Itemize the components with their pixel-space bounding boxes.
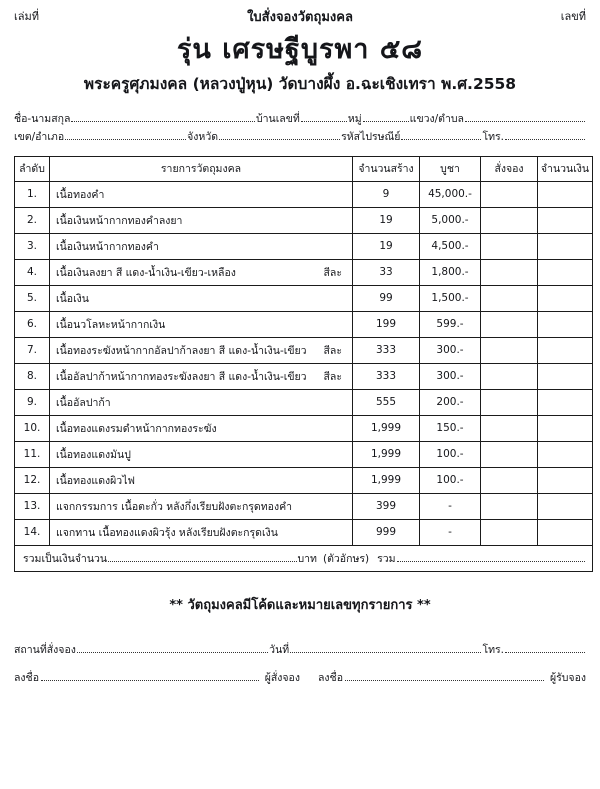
date-label: วันที่ (269, 643, 290, 656)
signature-buyer (14, 669, 300, 686)
row-order-input[interactable] (481, 493, 538, 519)
column-header-price: บูชา (420, 156, 481, 181)
column-header-no: ลำดับ (15, 156, 50, 181)
row-description (50, 337, 353, 363)
row-price: 45,000.- (420, 181, 481, 207)
province-input[interactable] (219, 130, 340, 140)
row-quantity: 999 (353, 519, 420, 545)
subdistrict-input[interactable] (465, 112, 585, 122)
page-subtitle: พระครูศุภมงคล (หลวงปู่หุน) วัดบางผึ้ง อ.ฉะเชิงเทรา พ.ศ.2558 (83, 75, 517, 94)
table-row (15, 311, 593, 337)
table-row (15, 337, 593, 363)
row-description-suffix (336, 238, 342, 255)
row-index: 9. (15, 389, 50, 415)
table-row (15, 285, 593, 311)
row-amount-input[interactable] (538, 363, 593, 389)
row-description-text: เนื้ออัลปาก้าหน้ากากทองระฆังลงยา สี แดง-น้ำเงิน-เขียว (56, 370, 307, 383)
row-quantity: 333 (353, 363, 420, 389)
row-description-text: แจกทาน เนื้อทองแดงผิวรุ้ง หลังเรียบฝังตะกรุดเงิน (56, 526, 278, 539)
row-price: 300.- (420, 337, 481, 363)
signature-receiver (300, 669, 586, 686)
row-description-text: เนื้อเงิน (56, 292, 89, 305)
row-description (50, 467, 353, 493)
sign-input-right[interactable] (345, 671, 544, 681)
row-amount-input[interactable] (538, 467, 593, 493)
row-quantity: 333 (353, 337, 420, 363)
row-description-suffix (336, 394, 342, 411)
footer-line-1 (14, 641, 586, 659)
row-order-input[interactable] (481, 337, 538, 363)
row-description (50, 181, 353, 207)
row-index: 7. (15, 337, 50, 363)
row-amount-input[interactable] (538, 493, 593, 519)
row-amount-input[interactable] (538, 389, 593, 415)
row-index: 10. (15, 415, 50, 441)
table-row (15, 207, 593, 233)
row-price: - (420, 519, 481, 545)
footer-phone-input[interactable] (505, 643, 585, 653)
row-description (50, 519, 353, 545)
row-index: 13. (15, 493, 50, 519)
row-description-suffix (336, 316, 342, 333)
row-amount-input[interactable] (538, 415, 593, 441)
summary-in-words-label: (ตัวอักษร) (322, 552, 370, 565)
header-top-row (14, 10, 586, 26)
order-items-table (14, 156, 593, 572)
table-row (15, 259, 593, 285)
sign-label-right: ลงชื่อ (318, 671, 343, 684)
row-description (50, 285, 353, 311)
row-price: 1,500.- (420, 285, 481, 311)
order-place-input[interactable] (77, 643, 268, 653)
row-index: 2. (15, 207, 50, 233)
row-amount-input[interactable] (538, 259, 593, 285)
table-row (15, 519, 593, 545)
summary-total-input[interactable] (397, 552, 585, 562)
table-row (15, 389, 593, 415)
row-quantity: 555 (353, 389, 420, 415)
volume-label: เล่มที่ (14, 10, 40, 23)
row-price: 4,500.- (420, 233, 481, 259)
row-quantity: 9 (353, 181, 420, 207)
row-price: 300.- (420, 363, 481, 389)
row-description-suffix: สีละ (323, 344, 342, 357)
row-description (50, 259, 353, 285)
row-amount-input[interactable] (538, 207, 593, 233)
row-quantity: 33 (353, 259, 420, 285)
district-input[interactable] (65, 130, 186, 140)
row-description-suffix (336, 472, 342, 489)
row-price: 100.- (420, 441, 481, 467)
row-index: 5. (15, 285, 50, 311)
phone-input[interactable] (505, 130, 585, 140)
row-description (50, 493, 353, 519)
row-order-input[interactable] (481, 519, 538, 545)
row-quantity: 19 (353, 233, 420, 259)
phone-label: โทร. (482, 130, 504, 143)
row-price: - (420, 493, 481, 519)
row-order-input[interactable] (481, 259, 538, 285)
row-order-input[interactable] (481, 207, 538, 233)
page-title: รุ่น เศรษฐีบูรพา ๕๘ (176, 34, 424, 65)
row-amount-input[interactable] (538, 441, 593, 467)
row-quantity: 99 (353, 285, 420, 311)
row-description (50, 311, 353, 337)
date-input[interactable] (290, 643, 481, 653)
row-quantity: 399 (353, 493, 420, 519)
row-quantity: 19 (353, 207, 420, 233)
row-description (50, 207, 353, 233)
table-row (15, 415, 593, 441)
row-quantity: 1,999 (353, 415, 420, 441)
table-body (15, 181, 593, 571)
province-label: จังหวัด (187, 130, 219, 143)
row-quantity: 1,999 (353, 467, 420, 493)
table-header-row (15, 156, 593, 181)
row-price: 150.- (420, 415, 481, 441)
row-description-suffix (336, 420, 342, 437)
column-header-amount: จำนวนเงิน (538, 156, 593, 181)
row-description (50, 441, 353, 467)
row-order-input[interactable] (481, 285, 538, 311)
moo-label: หมู่ (347, 112, 362, 125)
row-description-text: เนื้อทองระฆังหน้ากากอัลปาก้าลงยา สี แดง-น้ำเงิน-เขียว (56, 344, 307, 357)
row-amount-input[interactable] (538, 181, 593, 207)
summary-amount-input[interactable] (108, 552, 296, 562)
table-row (15, 467, 593, 493)
row-price: 200.- (420, 389, 481, 415)
row-description (50, 389, 353, 415)
customer-line-1 (14, 110, 586, 128)
footer-note: ** วัตถุมงคลมีโค้ดและหมายเลขทุกรายการ ** (169, 597, 431, 613)
row-description (50, 233, 353, 259)
subdistrict-label: แขวง/ตำบล (409, 112, 464, 125)
row-index: 8. (15, 363, 50, 389)
postcode-input[interactable] (401, 130, 481, 140)
row-description-text: เนื้อทองแดงมันปู (56, 448, 131, 461)
row-price: 5,000.- (420, 207, 481, 233)
row-order-input[interactable] (481, 311, 538, 337)
row-description-text: เนื้ออัลปาก้า (56, 396, 111, 409)
row-index: 4. (15, 259, 50, 285)
summary-cell (15, 545, 593, 571)
row-index: 14. (15, 519, 50, 545)
row-index: 6. (15, 311, 50, 337)
moo-input[interactable] (363, 112, 409, 122)
fullname-label: ชื่อ-นามสกุล (14, 112, 71, 125)
column-header-description: รายการวัตถุมงคล (50, 156, 353, 181)
row-description-suffix (336, 186, 342, 203)
summary-unit-label: บาท (297, 552, 317, 565)
sign-label-left: ลงชื่อ (14, 671, 39, 684)
row-description-suffix (336, 446, 342, 463)
row-description-suffix (336, 498, 342, 515)
table-row (15, 233, 593, 259)
row-order-input[interactable] (481, 415, 538, 441)
row-quantity: 1,999 (353, 441, 420, 467)
row-price: 1,800.- (420, 259, 481, 285)
table-row (15, 181, 593, 207)
column-header-order: สั่งจอง (481, 156, 538, 181)
row-description-text: เนื้อนวโลหะหน้ากากเงิน (56, 318, 166, 331)
customer-info-fields (14, 110, 586, 146)
row-order-input[interactable] (481, 363, 538, 389)
row-description-text: เนื้อทองแดงผิวไฟ (56, 474, 135, 487)
row-quantity: 199 (353, 311, 420, 337)
row-description-text: เนื้อเงินหน้ากากทองคำ (56, 240, 159, 253)
row-index: 3. (15, 233, 50, 259)
footer-phone-label: โทร. (482, 643, 504, 656)
row-index: 1. (15, 181, 50, 207)
row-description-suffix: สีละ (323, 370, 342, 383)
order-place-label: สถานที่สั่งจอง (14, 643, 76, 656)
row-description-text: เนื้อทองคำ (56, 188, 105, 201)
fullname-input[interactable] (71, 112, 255, 122)
row-description-text: เนื้อเงินลงยา สี แดง-น้ำเงิน-เขียว-เหลือง (56, 266, 236, 279)
summary-total-label: รวม (377, 552, 396, 565)
sign-role-right: ผู้รับจอง (549, 671, 586, 684)
row-price: 599.- (420, 311, 481, 337)
summary-label: รวมเป็นเงินจำนวน (23, 552, 108, 565)
signature-row (14, 669, 586, 686)
row-order-input[interactable] (481, 233, 538, 259)
row-amount-input[interactable] (538, 519, 593, 545)
table-summary-row (15, 545, 593, 571)
row-order-input[interactable] (481, 389, 538, 415)
row-description-suffix (336, 524, 342, 541)
row-order-input[interactable] (481, 181, 538, 207)
row-description-text: เนื้อเงินหน้ากากทองคำลงยา (56, 214, 183, 227)
row-amount-input[interactable] (538, 285, 593, 311)
house-no-input[interactable] (301, 112, 347, 122)
row-description (50, 363, 353, 389)
row-order-input[interactable] (481, 441, 538, 467)
row-index: 11. (15, 441, 50, 467)
row-description-suffix (336, 290, 342, 307)
footer-fields (14, 641, 586, 686)
row-amount-input[interactable] (538, 311, 593, 337)
table-row (15, 441, 593, 467)
document-type-title: ใบสั่งจองวัตถุมงคล (247, 10, 353, 25)
house-no-label: บ้านเลขที่ (255, 112, 300, 125)
sign-role-left: ผู้สั่งจอง (264, 671, 300, 684)
postcode-label: รหัสไปรษณีย์ (341, 130, 401, 143)
row-description-text: แจกกรรมการ เนื้อตะกั่ว หลังกึ่งเรียบฝังตะกรุดทองคำ (56, 500, 293, 513)
district-label: เขต/อำเภอ (14, 130, 65, 143)
table-row (15, 493, 593, 519)
row-description-suffix (336, 212, 342, 229)
row-index: 12. (15, 467, 50, 493)
row-price: 100.- (420, 467, 481, 493)
row-amount-input[interactable] (538, 337, 593, 363)
column-header-quantity: จำนวนสร้าง (353, 156, 420, 181)
customer-line-2 (14, 128, 586, 146)
sign-input-left[interactable] (41, 671, 259, 681)
row-description-suffix: สีละ (323, 266, 342, 279)
row-description (50, 415, 353, 441)
table-row (15, 363, 593, 389)
row-description-text: เนื้อทองแดงรมดำหน้ากากทองระฆัง (56, 422, 217, 435)
row-order-input[interactable] (481, 467, 538, 493)
row-amount-input[interactable] (538, 233, 593, 259)
number-label: เลขที่ (560, 10, 586, 23)
